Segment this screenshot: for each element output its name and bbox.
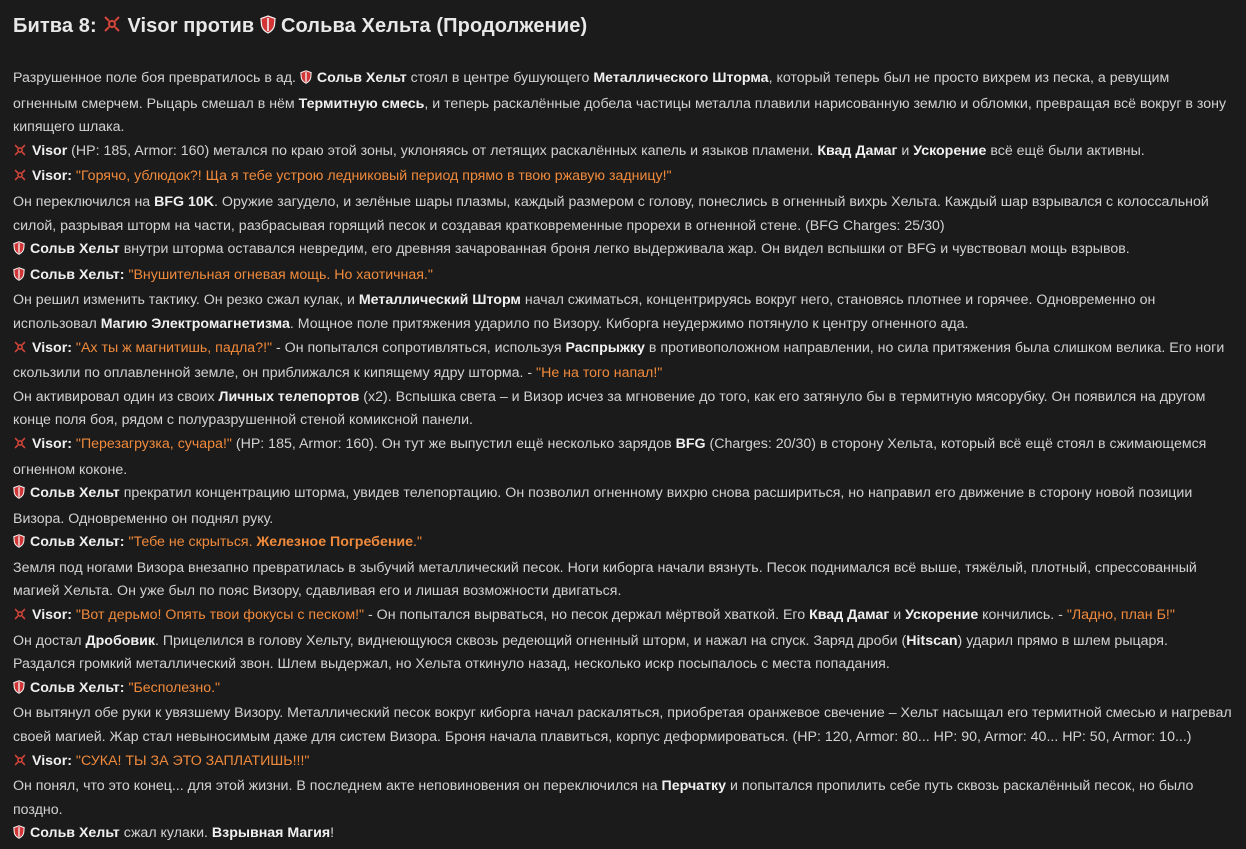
- page-title: [13, 12, 1232, 42]
- text-run: (HP: 185, Armor: 160) метался по краю этой зоны, уклоняясь от летящих раскалённых капель и языков пламени.: [67, 142, 818, 159]
- shield-icon: [13, 484, 25, 508]
- story-paragraph: [13, 238, 1232, 264]
- text-run: Он вытянул обе руки к увязшему Визору. Металлический песок вокруг киборга начал раскаляться, приобретая оранжевое свечение – Хельт насыщал его термитной смесью и нагревал своей магией. Жар стал невыносимым даже для систем Визора. Броня начала плавиться, корпус деформироваться. (HP: 120, Armor: 80... HP: 90, Armor: 40... HP: 50, Armor: 10...): [13, 705, 1232, 746]
- quote-text: "Бесполезно.": [128, 679, 221, 696]
- bold-text: Сольв Хельт: [30, 241, 120, 258]
- bold-text: Квад Дамаг: [817, 142, 898, 159]
- quote-text: "Тебе не скрыться.: [128, 534, 257, 551]
- text-run: сжал кулаки.: [119, 825, 212, 842]
- visor-emblem-icon: [13, 435, 27, 459]
- story-paragraph: [13, 702, 1232, 749]
- text-run: Он активировал один из своих: [13, 388, 219, 405]
- quote-text: .": [413, 534, 422, 551]
- story-paragraph: [13, 750, 1232, 776]
- story-paragraph: [13, 165, 1232, 191]
- story-paragraph: [13, 630, 1232, 677]
- bold-text: BFG: [675, 435, 706, 452]
- quote-text: Железное Погребение: [256, 534, 414, 551]
- text-run: Он решил изменить тактику. Он резко сжал кулак, и: [13, 292, 359, 309]
- text-run: (x2). Вспышка света – и Визор исчез за мгновение до того, как его затянуло бы в термитную мясорубку. Он появился на другом конце поля боя, рядом с полуразрушенной стеной комиксной панели.: [13, 388, 1206, 429]
- text-run: и попытался пропилить себе путь сквозь раскалённый песок, но было поздно.: [13, 778, 1194, 818]
- text-run: и: [889, 607, 906, 624]
- bold-text: Сольв Хельт: [30, 485, 120, 502]
- story-paragraph: [13, 482, 1232, 531]
- story-paragraph: [13, 264, 1232, 290]
- visor-emblem-icon: [13, 339, 27, 363]
- quote-text: "Ладно, план Б!": [1066, 607, 1175, 624]
- bold-text: Сольв Хельт:: [30, 266, 125, 283]
- text-run: в противоположном направлении, но сила притяжения была слишком велика. Его ноги скользили по оплавленной земле, он приближался к кипящему ядру шторма. -: [13, 339, 1225, 382]
- bold-text: Личных телепортов: [218, 388, 360, 405]
- bold-text: Visor:: [32, 168, 72, 185]
- text-run: всё ещё были активны.: [986, 142, 1145, 159]
- visor-emblem-icon: [102, 14, 122, 42]
- bold-text: Взрывная Магия: [211, 825, 331, 842]
- story-paragraph: [13, 191, 1232, 238]
- text-run: Он переключился на: [13, 193, 155, 210]
- title-prefix: Битва 8:: [13, 15, 97, 37]
- bold-text: Квад Дамаг: [809, 607, 890, 624]
- bold-text: Visor:: [32, 607, 72, 624]
- story-paragraph: [13, 337, 1232, 386]
- text-run: внутри шторма оставался невредим, его древняя зачарованная броня легко выдерживала жар. Он видел вспышки от BFG и чувствовал мощь взрывов.: [119, 241, 1130, 258]
- text-run: Разрушенное поле боя превратилось в ад.: [13, 70, 300, 86]
- text-run: . Мощное поле притяжения ударило по Визору. Киборга неудержимо потянуло к центру огненного ада.: [289, 315, 969, 332]
- quote-text: "Горячо, ублюдок?! Ща я тебе устрою ледниковый период прямо в твою ржавую задницу!": [75, 168, 672, 185]
- story-paragraph: [13, 531, 1232, 557]
- story-paragraph: [13, 386, 1232, 433]
- shield-icon: [13, 240, 25, 264]
- text-run: - Он попытался вырваться, но песок держал мёртвой хваткой. Его: [364, 607, 810, 624]
- title-visor: Visor против: [127, 15, 255, 37]
- text-run: прекратил концентрацию шторма, увидев телепортацию. Он позволил огненному вихрю снова расшириться, но направил его движение в сторону новой позиции Визора. Одновременно он поднял руку.: [13, 485, 1193, 527]
- shield-icon: [260, 14, 276, 42]
- bold-text: Сольв Хельт:: [30, 534, 125, 551]
- story-paragraph: [13, 604, 1232, 630]
- shield-icon: [300, 69, 312, 93]
- title-solva: Сольва Хельта (Продолжение): [280, 15, 588, 37]
- visor-emblem-icon: [13, 142, 27, 166]
- text-run: ) ударил прямо в шлем рыцаря. Раздался громкий металлический звон. Шлем выдержал, но Хельта откинуло назад, несколько искр посыпалось с места попадания.: [13, 632, 1168, 673]
- text-run: Он достал: [13, 632, 86, 649]
- bold-text: Visor: [32, 142, 68, 159]
- text-run: (HP: 185, Armor: 160). Он тут же выпустил ещё несколько зарядов: [231, 435, 676, 452]
- story-paragraph: [13, 775, 1232, 822]
- shield-icon: [13, 824, 25, 848]
- story-paragraph: [13, 67, 1232, 140]
- text-run: , который теперь был не просто вихрем из песка, а ревущим огненным смерчем. Рыцарь смешал в нём: [13, 70, 1170, 112]
- visor-emblem-icon: [13, 606, 27, 630]
- bold-text: Сольв Хельт: [316, 70, 407, 86]
- text-run: . Оружие загудело, и зелёные шары плазмы, каждый размером с голову, понеслись в огненный вихрь Хельта. Каждый шар взрывался с колоссальной силой, разрывая шторм на части, разбрасывая горящий песок и создавая кратковременные прорехи в огненной стене. (BFG Charges: 25/30): [13, 193, 1209, 234]
- bold-text: BFG 10K: [154, 193, 215, 210]
- visor-emblem-icon: [13, 167, 27, 191]
- text-run: и: [897, 142, 914, 159]
- story-body: [13, 67, 1232, 848]
- bold-text: Hitscan: [906, 632, 958, 649]
- bold-text: Перчатку: [661, 778, 727, 795]
- story-paragraph: [13, 289, 1232, 336]
- bold-text: Магию Электромагнетизма: [100, 315, 290, 332]
- text-run: . Прицелился в голову Хельту, виднеющуюся сквозь редеющий огненный шторм, и нажал на спуск. Заряд дроби (: [154, 632, 907, 649]
- bold-text: Ускорение: [913, 142, 987, 159]
- text-run: кончились. -: [978, 607, 1067, 624]
- bold-text: Распрыжку: [565, 339, 645, 356]
- story-paragraph: [13, 557, 1232, 604]
- quote-text: "Ах ты ж магнитишь, падла?!": [75, 339, 273, 356]
- text-run: Он понял, что это конец... для этой жизни. В последнем акте неповиновения он переключился на: [13, 778, 662, 795]
- story-paragraph: [13, 822, 1232, 848]
- bold-text: Термитную смесь: [298, 95, 425, 112]
- text-run: начал сжиматься, концентрируясь вокруг него, становясь плотнее и горячее. Одновременно он использовал: [13, 292, 1156, 332]
- text-run: (Charges: 20/30) в сторону Хельта, который всё ещё стоял в сжимающемся огненном коконе.: [13, 435, 1207, 478]
- story-paragraph: [13, 433, 1232, 482]
- quote-text: "Не на того напал!": [536, 365, 663, 382]
- quote-text: "Внушительная огневая мощь. Но хаотичная.": [128, 266, 433, 283]
- bold-text: Металлического Шторма: [593, 70, 769, 86]
- text-run: стоял в центре бушующего: [406, 70, 594, 86]
- story-paragraph: [13, 140, 1232, 166]
- bold-text: Сольв Хельт:: [30, 679, 125, 696]
- text-run: , и теперь раскалённые добела частицы металла плавили нарисованную землю и обломки, превращая всё вокруг в зону кипящего шлака.: [13, 95, 1227, 136]
- bold-text: Металлический Шторм: [358, 292, 521, 309]
- shield-icon: [13, 533, 25, 557]
- quote-text: "Перезагрузка, сучара!": [75, 435, 232, 452]
- bold-text: Visor:: [32, 435, 72, 452]
- visor-emblem-icon: [13, 752, 27, 776]
- text-run: Земля под ногами Визора внезапно превратилась в зыбучий металлический песок. Ноги киборга начали вязнуть. Песок поднимался всё выше, тяжёлый, плотный, спрессованный магией Хельта. Он уже был по пояс Визору, сдавливая его и лишая возможности двигаться.: [13, 559, 1197, 600]
- bold-text: Ускорение: [905, 607, 979, 624]
- text-run: !: [330, 825, 335, 842]
- bold-text: Дробовик: [85, 632, 155, 649]
- shield-icon: [13, 679, 25, 703]
- story-paragraph: [13, 677, 1232, 703]
- quote-text: "Вот дерьмо! Опять твои фокусы с песком!": [75, 607, 365, 624]
- bold-text: Сольв Хельт: [30, 825, 120, 842]
- shield-icon: [13, 266, 25, 290]
- quote-text: "СУКА! ТЫ ЗА ЭТО ЗАПЛАТИШЬ!!!": [75, 752, 310, 769]
- bold-text: Visor:: [32, 752, 72, 769]
- bold-text: Visor:: [32, 339, 72, 356]
- text-run: - Он попытался сопротивляться, используя: [272, 339, 566, 356]
